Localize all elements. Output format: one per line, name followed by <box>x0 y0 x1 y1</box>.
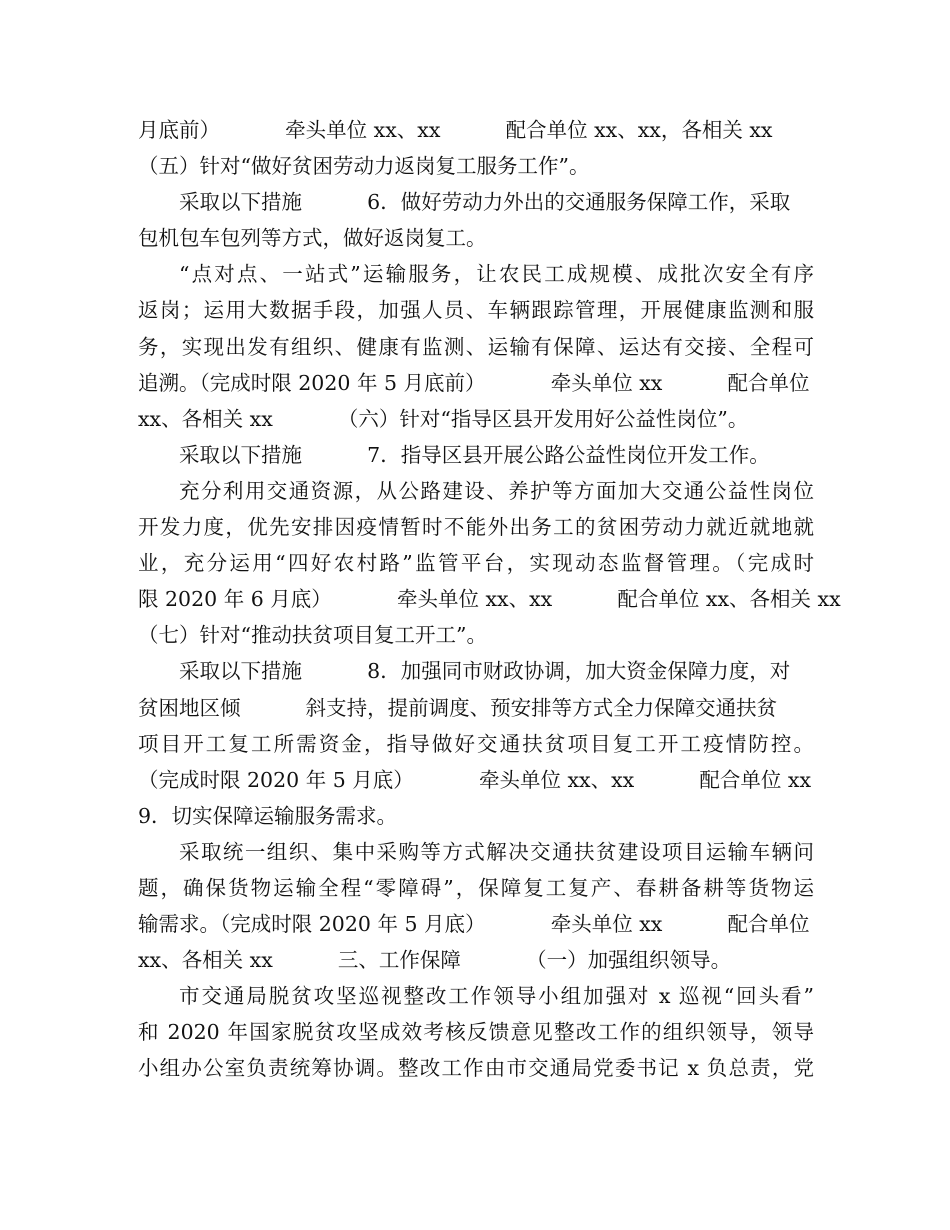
document-line: 和 2020 年国家脱贫攻坚成效考核反馈意见整改工作的组织领导，领导 <box>138 1020 814 1045</box>
document-line: 限 2020 年 6 月底） 牵头单位 xx、xx 配合单位 xx、各相关 xx <box>138 587 841 612</box>
document-line: 采取以下措施 8．加强同市财政协调，加大资金保障力度，对 <box>179 659 791 684</box>
document-line: 市交通局脱贫攻坚巡视整改工作领导小组加强对 x 巡视“回头看” <box>179 984 814 1009</box>
document-line: xx、各相关 xx 三、工作保障 （一）加强组织领导。 <box>138 948 732 973</box>
document-line: 返岗；运用大数据手段，加强人员、车辆跟踪管理，开展健康监测和服 <box>138 298 814 323</box>
document-line: 题，确保货物运输全程“零障碍”，保障复工复产、春耕备耕等货物运 <box>138 875 814 900</box>
document-line: 小组办公室负责统筹协调。整改工作由市交通局党委书记 x 负总责，党 <box>138 1056 814 1081</box>
document-line: 业，充分运用“四好农村路”监管平台，实现动态监督管理。（完成时 <box>138 551 814 576</box>
document-line: 采取以下措施 6．做好劳动力外出的交通服务保障工作，采取 <box>179 190 791 215</box>
document-line: 务，实现出发有组织、健康有监测、运输有保障、运达有交接、全程可 <box>138 334 814 359</box>
document-line: （完成时限 2020 年 5 月底） 牵头单位 xx、xx 配合单位 xx <box>138 767 812 792</box>
document-line: （七）针对“推动扶贫项目复工开工”。 <box>138 623 487 648</box>
document-line: 项目开工复工所需资金，指导做好交通扶贫项目复工开工疫情防控。 <box>138 731 814 756</box>
document-line: 月底前） 牵头单位 xx、xx 配合单位 xx、xx，各相关 xx <box>138 118 773 142</box>
document-line: 9．切实保障运输服务需求。 <box>138 803 398 828</box>
document-line: xx、各相关 xx （六）针对“指导区县开发用好公益性岗位”。 <box>138 406 749 431</box>
document-line: （五）针对“做好贫困劳动力返岗复工服务工作”。 <box>138 154 590 179</box>
document-line: 采取统一组织、集中采购等方式解决交通扶贫建设项目运输车辆问 <box>179 839 814 864</box>
document-body <box>138 112 841 1087</box>
document-line: 开发力度，优先安排因疫情暂时不能外出务工的贫困劳动力就近就地就 <box>138 515 814 540</box>
document-line: 输需求。（完成时限 2020 年 5 月底） 牵头单位 xx 配合单位 <box>138 912 810 937</box>
document-line: “点对点、一站式”运输服务，让农民工成规模、成批次安全有序 <box>179 262 814 287</box>
document-line: 包机包车包列等方式，做好返岗复工。 <box>138 226 487 251</box>
document-line: 充分利用交通资源，从公路建设、养护等方面加大交通公益性岗位 <box>179 478 814 503</box>
document-line: 追溯。（完成时限 2020 年 5 月底前） 牵头单位 xx 配合单位 <box>138 370 810 395</box>
document-line: 贫困地区倾 斜支持，提前调度、预安排等方式全力保障交通扶贫 <box>138 695 778 720</box>
document-line: 采取以下措施 7．指导区县开展公路公益性岗位开发工作。 <box>179 442 770 467</box>
